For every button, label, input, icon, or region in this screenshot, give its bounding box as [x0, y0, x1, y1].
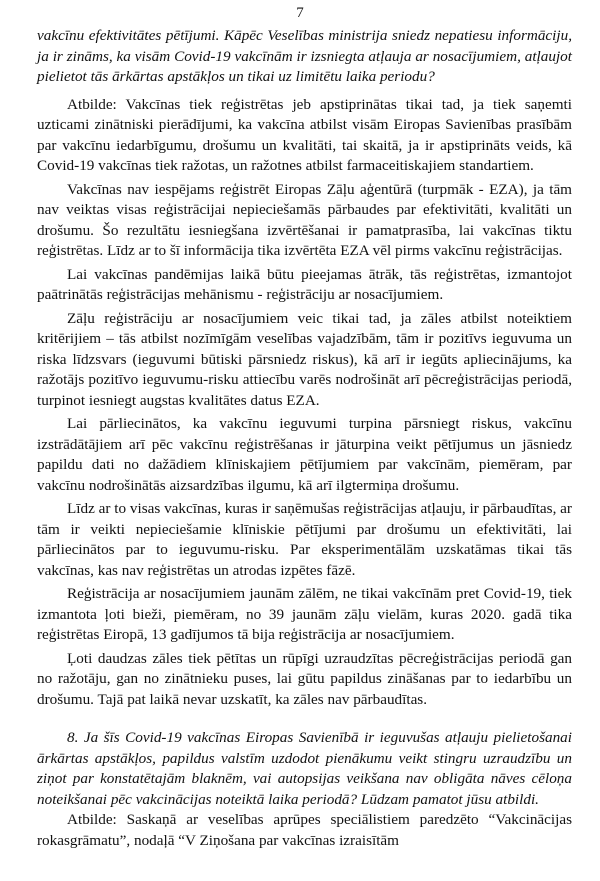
- answer-8: Atbilde: Saskaņā ar veselības aprūpes speciālistiem paredzēto “Vakcinācijas rokasgrāmatu”, nodaļā “V Ziņošana par vakcīnas izraisītām: [37, 811, 572, 849]
- question-continuation: vakcīnu efektivitātes pētījumi. Kāpēc Veselības ministrija sniedz nepatiesu informāciju, ja ir zināms, ka visām Covid-19 vakcīnām ir izsniegta atļauja ar nosacījumiem, atļaujot pielietot tās ārkārtas apstākļos un tikai uz limitētu laika periodu?: [37, 27, 572, 85]
- paragraph-accelerated: Lai vakcīnas pandēmijas laikā būtu pieejamas ātrāk, tās reģistrētas, izmantojot paātrinātās reģistrācijas mehānismu - reģistrāciju ar nosacījumiem.: [37, 265, 572, 303]
- question-8: 8. Ja šīs Covid-19 vakcīnas Eiropas Savienībā ir ieguvušas atļauju pielietošanai ārkārtas apstākļos, papildus valstīm uzdodot pienākumu veikt stingru uzraudzību un ziņot par konstatētajām blaknēm, vai autopsijas veikšana nav obligāta nāves cēloņa noteikšanai pēc vakcinācijas noteiktā laika periodā? Lūdzam pamatot jūsu atbildi.: [37, 729, 572, 808]
- paragraph-eza-registration: Vakcīnas nav iespējams reģistrēt Eiropas Zāļu aģentūrā (turpmāk - EZA), ja tām nav veiktas visas reģistrācijai nepieciešamās pārbaudes par efektivitāti, kvalitāti un drošumu. Šo rezultātu iesniegšana izvērtēšanai ir pamatprasība, lai vakcīnas tiktu reģistrētas. Līdz ar to šī informācija tika izvērtēta EZA vēl pirms vakcīnu reģistrācijas.: [37, 180, 572, 259]
- page-number: 7: [296, 5, 304, 21]
- paragraph-conditional-frequency: Reģistrācija ar nosacījumiem jaunām zālēm, ne tikai vakcīnām pret Covid-19, tiek izmantota ļoti bieži, piemēram, no 39 jaunām zāļu vielām, kuras 2020. gadā tika reģistrētas Eiropā, 13 gadījumos tā bija reģistrācija ar nosacījumiem.: [37, 585, 572, 643]
- paragraph-not-experimental: Līdz ar to visas vakcīnas, kuras ir saņēmušas reģistrācijas atļauju, ir pārbaudītas, ar tām ir veikti nepieciešamie klīniskie pētījumi par drošumu un efektivitāti, lai pārliecinātos par to ieguvumu-risku. Par eksperimentālām uzskatāmas tikai tās vakcīnas, kas nav reģistrētas un atrodas izpētes fāzē.: [37, 500, 572, 579]
- paragraph-continued-studies: Lai pārliecinātos, ka vakcīnu ieguvumi turpina pārsniegt riskus, vakcīnu izstrādātājiem arī pēc vakcīnu reģistrēšanas ir jāturpina veikt pētījumus un jāsniedz papildu dati no dažādiem klīniskajiem pētījumiem par vakcīnām, piemēram, par vakcīnu nodrošinātās aizsardzības ilgumu, kā arī ilgtermiņa drošumu.: [37, 415, 572, 494]
- paragraph-answer-7: Atbilde: Vakcīnas tiek reģistrētas jeb apstiprinātas tikai tad, ja tiek saņemti uzticami zinātniski pierādījumi, ka vakcīna atbilst visām Eiropas Savienības prasībām par vakcīnu iedarbīgumu, drošumu un kvalitāti, tai skaitā, ja ir apstiprināts veids, kā Covid-19 vakcīnas tiek ražotas, un ražotnes atbilst farmaceitiskajiem standartiem.: [37, 95, 572, 174]
- document-body: [37, 26, 572, 851]
- paragraph-post-registration: Ļoti daudzas zāles tiek pētītas un rūpīgi uzraudzītas pēcreģistrācijas periodā gan no ražotāju, gan no zinātnieku puses, lai gūtu papildus zināšanas par to iedarbību un drošumu. Tajā pat laikā nevar uzskatīt, ka zāles nav pārbaudītas.: [37, 649, 572, 708]
- paragraph-conditional-criteria: Zāļu reģistrāciju ar nosacījumiem veic tikai tad, ja zāles atbilst noteiktiem kritērijiem – tās atbilst nozīmīgām veselības vajadzībām, tām ir pozitīvs ieguvuma un riska līdzsvars (ieguvumi būtiski pārsniedz riskus), kā arī ir iegūts apliecinājums, ka ražotājs pozitīvo ieguvumu-risku attiecību varēs nodrošināt arī pēcreģistrācijas periodā, turpinot iesniegt augstas kvalitātes datus EZA.: [37, 309, 572, 409]
